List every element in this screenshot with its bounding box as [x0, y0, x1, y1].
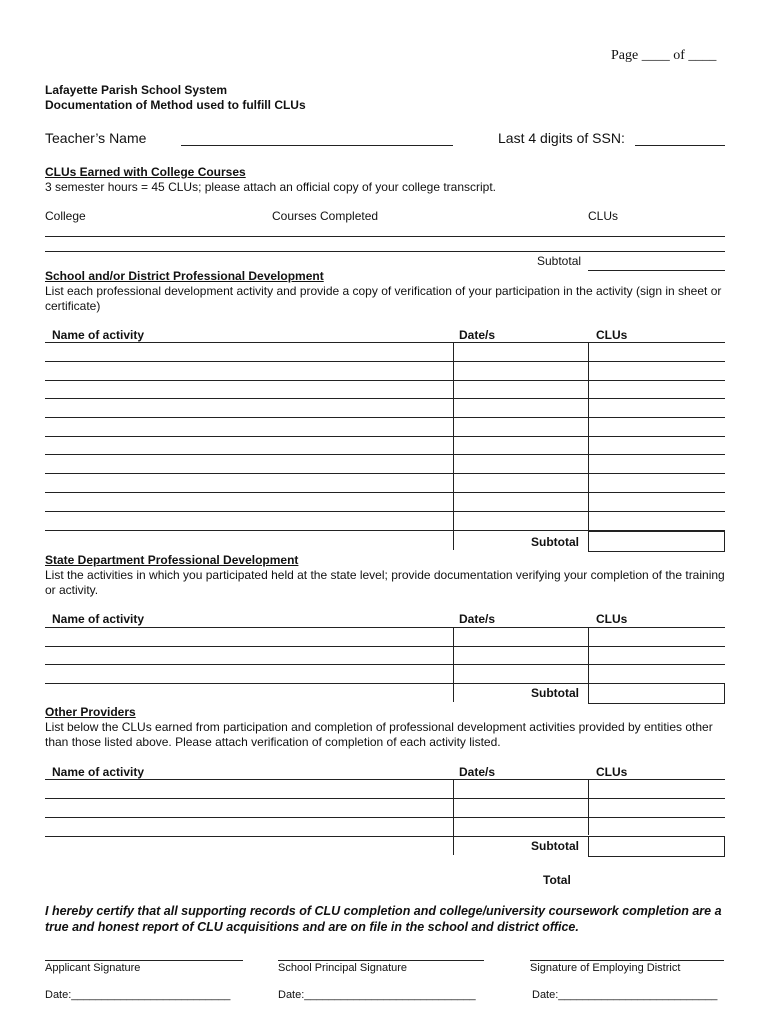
table-row[interactable]	[45, 380, 725, 381]
table-row[interactable]	[45, 436, 725, 437]
table-row[interactable]	[45, 492, 725, 493]
state-pd-subtotal-box[interactable]	[588, 683, 725, 704]
school-pd-subtotal-label: Subtotal	[531, 535, 579, 549]
district-date-field[interactable]: Date:__________________________	[532, 989, 718, 1001]
table-row[interactable]	[45, 798, 725, 799]
table-header-line	[45, 779, 725, 780]
total-label: Total	[543, 873, 571, 887]
college-row-line[interactable]	[45, 251, 725, 252]
col-name-of-activity: Name of activity	[52, 328, 145, 342]
college-heading: CLUs Earned with College Courses	[45, 165, 246, 179]
principal-signature-label: School Principal Signature	[278, 962, 408, 974]
document-title: Documentation of Method used to fulfill CLUs	[45, 98, 306, 112]
column-divider	[588, 779, 589, 835]
table-row[interactable]	[45, 511, 725, 512]
table-row[interactable]	[45, 398, 725, 399]
teacher-name-field[interactable]	[181, 145, 453, 146]
col-college: College	[45, 209, 86, 223]
col-dates: Date/s	[459, 328, 496, 342]
other-subtotal-box[interactable]	[588, 836, 725, 857]
college-subtotal-label: Subtotal	[537, 254, 582, 268]
col-name-of-activity: Name of activity	[52, 612, 145, 626]
district-signature-line[interactable]	[530, 960, 724, 961]
col-clus: CLUs	[596, 612, 628, 626]
state-pd-heading: State Department Professional Development	[45, 553, 299, 567]
org-name: Lafayette Parish School System	[45, 83, 228, 97]
table-row[interactable]	[45, 664, 725, 665]
page-indicator: Page ____ of ____	[611, 48, 717, 63]
col-courses-completed: Courses Completed	[272, 209, 379, 223]
table-row[interactable]	[45, 817, 725, 818]
other-providers-heading: Other Providers	[45, 705, 136, 719]
col-dates: Date/s	[459, 612, 496, 626]
table-header-line	[45, 342, 725, 343]
principal-signature-line[interactable]	[278, 960, 484, 961]
state-pd-subtotal-label: Subtotal	[531, 686, 579, 700]
principal-date-field[interactable]: Date:____________________________	[278, 989, 476, 1001]
school-pd-description: List each professional development activity and provide a copy of verification of your participation in the activity (sign in sheet or certificate)	[45, 284, 722, 313]
table-header-line	[45, 627, 725, 628]
other-subtotal-label: Subtotal	[531, 839, 579, 853]
district-signature-label: Signature of Employing District	[530, 962, 681, 974]
ssn-label: Last 4 digits of SSN:	[498, 130, 625, 146]
column-divider	[588, 627, 589, 683]
college-subtotal-field[interactable]	[588, 270, 725, 271]
table-row[interactable]	[45, 646, 725, 647]
table-row[interactable]	[45, 454, 725, 455]
school-pd-heading: School and/or District Professional Development	[45, 269, 324, 283]
table-row[interactable]	[45, 473, 725, 474]
col-name-of-activity: Name of activity	[52, 765, 145, 779]
table-row[interactable]	[45, 361, 725, 362]
column-divider	[453, 342, 454, 550]
applicant-signature-label: Applicant Signature	[45, 962, 141, 974]
applicant-date-field[interactable]: Date:__________________________	[45, 989, 231, 1001]
col-clus: CLUs	[596, 765, 628, 779]
state-pd-description: List the activities in which you participated held at the state level; provide documentation verifying your completion of the training or activity.	[45, 568, 725, 597]
col-clus: CLUs	[596, 328, 628, 342]
col-dates: Date/s	[459, 765, 496, 779]
college-description: 3 semester hours = 45 CLUs; please attach an official copy of your college transcript.	[45, 180, 497, 194]
ssn-field[interactable]	[635, 145, 725, 146]
teacher-name-label: Teacher’s Name	[45, 130, 147, 146]
col-clus: CLUs	[588, 209, 619, 223]
certification-statement: I hereby certify that all supporting records of CLU completion and college/university coursework completion are a true and honest report of CLU acquisitions and are on file in the school and district office.	[45, 904, 722, 934]
college-row-line[interactable]	[45, 236, 725, 237]
other-providers-description: List below the CLUs earned from participation and completion of professional development activities provided by entities other than those listed above. Please attach verification of completion of each activity listed.	[45, 720, 713, 749]
applicant-signature-line[interactable]	[45, 960, 243, 961]
table-row[interactable]	[45, 417, 725, 418]
school-pd-subtotal-box[interactable]	[588, 531, 725, 552]
